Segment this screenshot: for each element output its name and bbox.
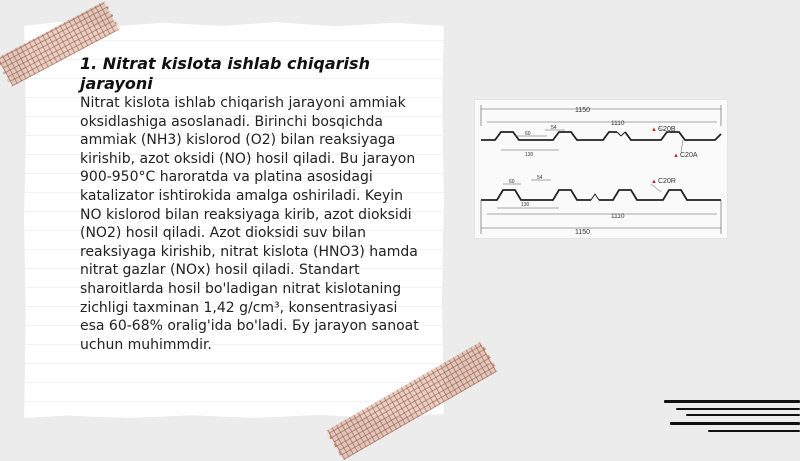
profile-sheet-diagram [474,99,728,239]
top-small-a: 60 [525,131,531,137]
bottom-label: C20R [658,178,676,185]
decorative-lines [664,400,800,440]
top-width-label: 1150 [575,107,591,114]
bottom-small-a: 60 [509,179,515,185]
bottom-width-label: 1150 [575,229,591,236]
top-small-b: 54 [551,125,557,131]
bottom-small-c: 130 [521,202,530,208]
slide-title: 1. Nitrat kislota ishlab chiqarish jarayoni [80,54,370,93]
top-inner-label: 1110 [611,120,625,127]
top-label-a: C20B [658,126,676,133]
bottom-inner-label: 1110 [611,213,625,220]
bottom-label-marker: ▲ [651,179,657,185]
slide-body-text: Nitrat kislota ishlab chiqarish jarayoni ammiak oksidlashiga asoslanadi. Birinchi bosqichda ammiak (NH3) kislorod (O2) bilan reaksiyaga kirishib, azot oksidi (NO) hosil qiladi. Bu jarayon 900-950°C haroratda va platina asosidagi katalizator ishtirokida amalga oshiriladi. Keyin NO kislorod bilan reaksiyaga kirib, azot dioksidi (NO2) hosil qiladi. Azot dioksidi suv bilan reaksiyaga kirishib, nitrat kislota (HNO3) hamda nitrat gazlar (NOx) hosil qiladi. Standart sharoitlarda hosil bo'ladigan nitrat kislotaning zichligi taxminan 1,42 g/cm³, konsentrasiyasi esa 60-68% oralig'ida bo'ladi. Бу jarayon sanoat uchun muhimmdir. [80,95,419,353]
top-label-b: C20A [680,152,698,159]
top-small-c: 130 [525,152,534,158]
top-label-a-marker: ▲ [651,127,657,133]
bottom-small-b: 54 [537,175,543,181]
top-label-b-marker: ▲ [673,153,679,159]
